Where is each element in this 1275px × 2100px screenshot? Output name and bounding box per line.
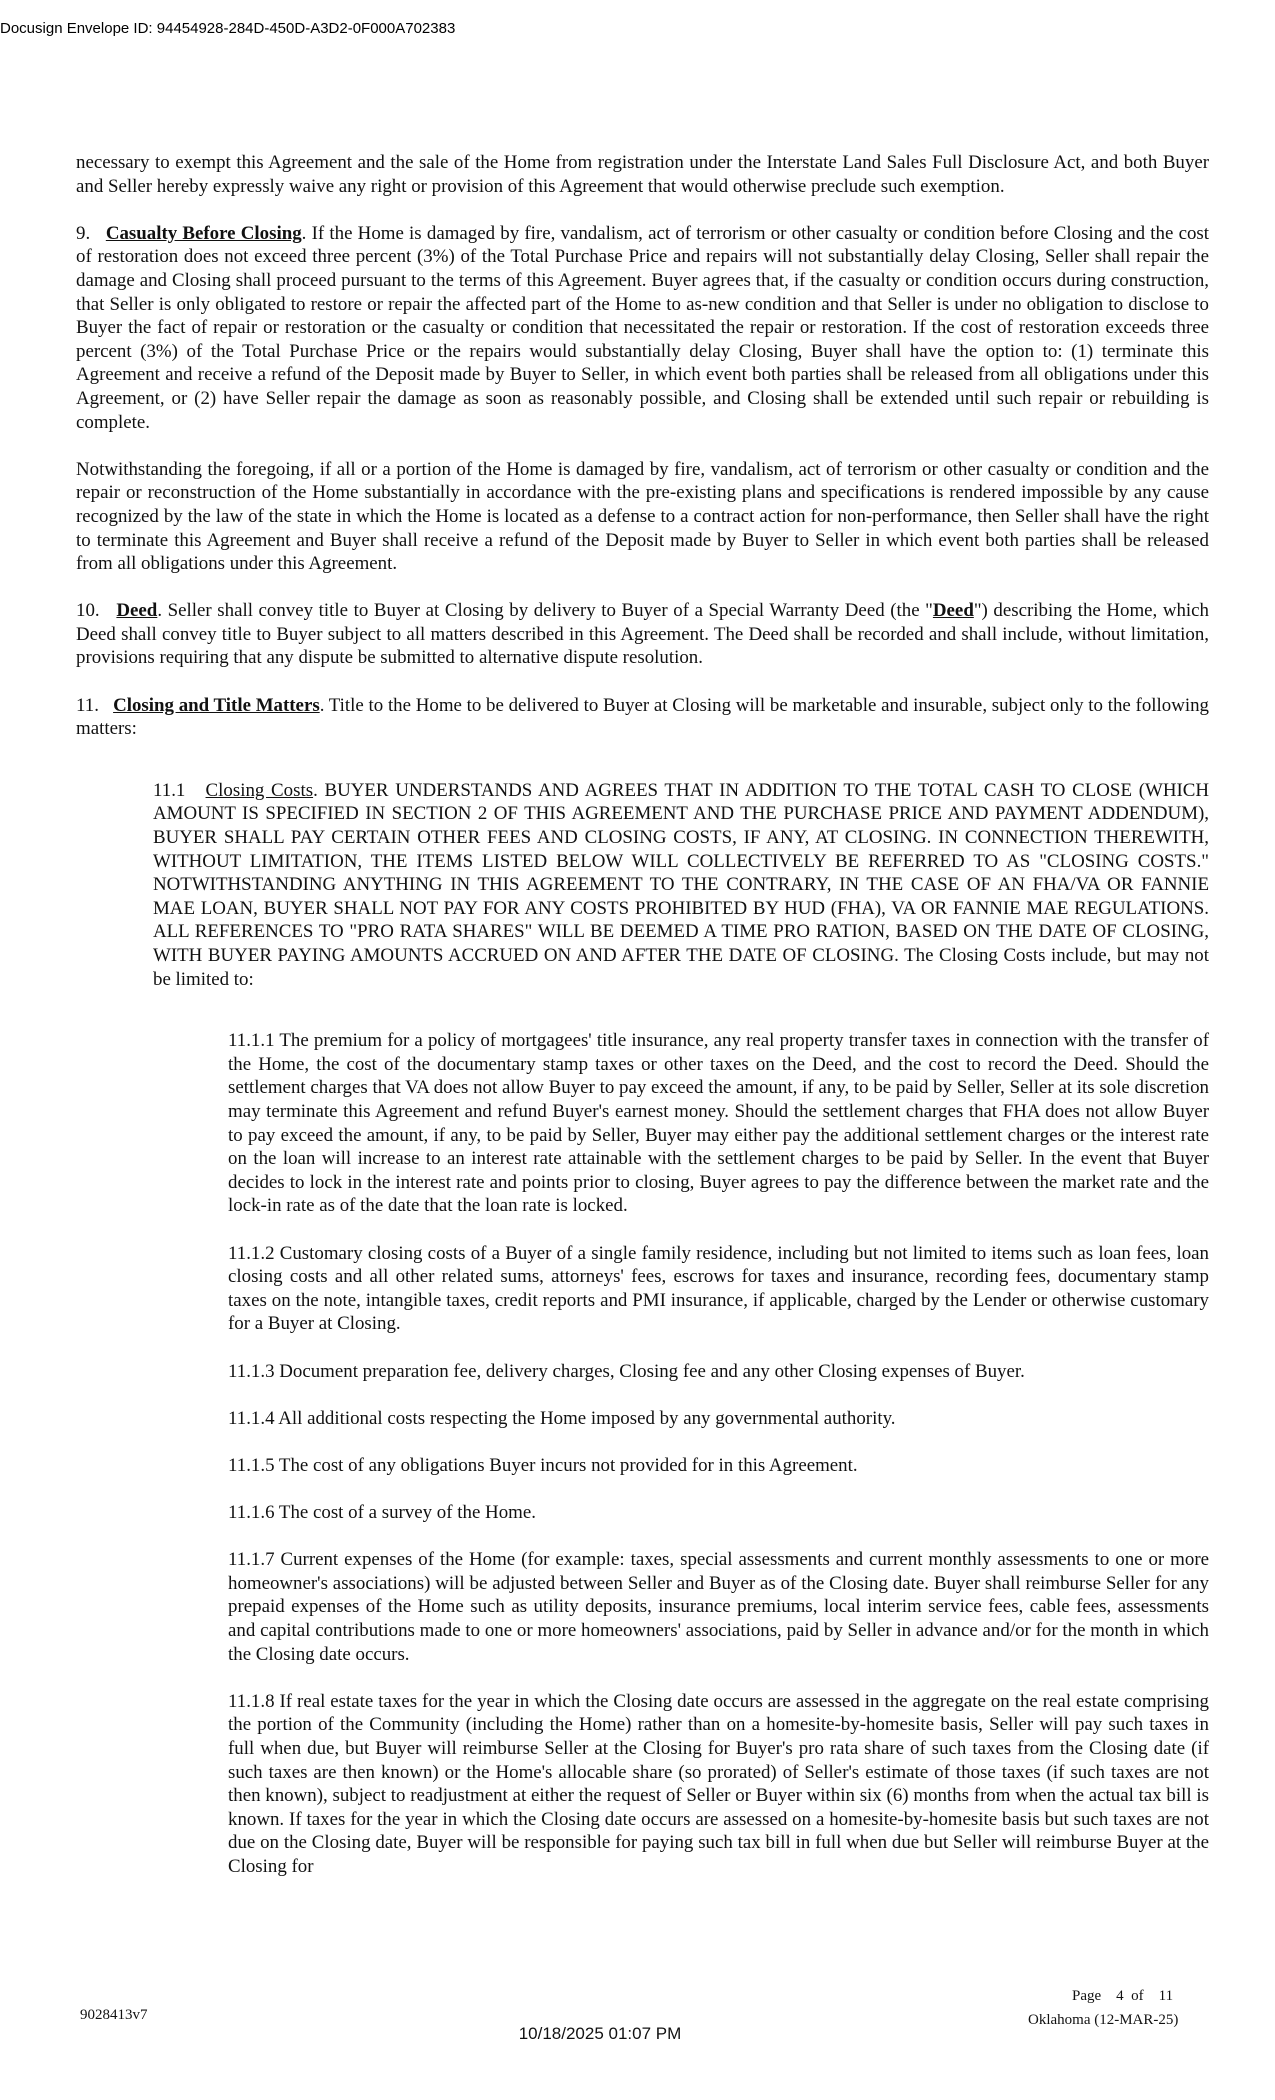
section-11-1-4: 11.1.4 All additional costs respecting the Home imposed by any governmental authority. [228,1407,896,1429]
section-11-1-title: Closing Costs [205,779,314,801]
section-10-number: 10. [76,600,100,622]
section-9-title: Casualty Before Closing [105,222,302,244]
page-number: 4 [1116,1988,1124,2004]
paragraph-intro: necessary to exempt this Agreement and the sale of the Home from registration under the Interstate Land Sales Full Disclosure Act, and both Buyer and Seller hereby expressly waive any right or provision of this Agreement that would otherwise preclude such exemption. [76,152,1209,197]
section-9 [76,222,1209,434]
section-11-1-8: 11.1.8 If real estate taxes for the year in which the Closing date occurs are assessed in the aggregate on the real estate comprising the portion of the Community (including the Home) rather than on a homesite-by-homesite basis, Seller will pay such taxes in full when due, but Buyer will reimburse Seller at the Closing for Buyer's pro rata share of such taxes from the Closing date (if such taxes are then known) or the Home's allocable share (so prorated) of Seller's estimate of those taxes (if such taxes are not then known), subject to readjustment at either the request of Seller or Buyer within six (6) months from when the actual tax bill is known. If taxes for the year in which the Closing date occurs are assessed on a homesite-by-homesite basis but such taxes are not due on the Closing date, Buyer will be responsible for paying such tax bill in full when due but Seller will reimburse Buyer at the Closing for [228,1690,1209,1877]
page-total: 11 [1158,1988,1174,2004]
section-11-1-1: 11.1.1 The premium for a policy of mortgagees' title insurance, any real property transfer taxes in connection with the transfer of the Home, the cost of the documentary stamp taxes or other taxes on the Deed, and the cost to record the Deed. Should the settlement charges that VA does not allow Buyer to pay exceed the amount, if any, to be paid by Seller, Seller at its sole discretion may terminate this Agreement and refund Buyer's earnest money. Should the settlement charges that FHA does not allow Buyer to pay exceed the amount, if any, to be paid by Seller, Buyer may either pay the additional settlement charges or the interest rate on the loan will increase to an interest rate attainable with the settlement charges to be paid by Seller. In the event that Buyer decides to lock in the interest rate and points prior to closing, Buyer agrees to pay the difference between the market rate and the lock-in rate as of the date that the loan rate is locked. [228,1030,1209,1217]
section-11-1-5: 11.1.5 The cost of any obligations Buyer incurs not provided for in this Agreement. [228,1454,858,1476]
section-9-number: 9. [76,222,91,244]
section-11-1-number: 11.1 [153,779,186,801]
page-body [76,151,1209,1902]
section-11-1-7: 11.1.7 Current expenses of the Home (for example: taxes, special assessments and current monthly assessments to one or more homeowner's associations) will be adjusted between Seller and Buyer as of the Closing date. Buyer shall reimburse Seller for any prepaid expenses of the Home such as utility deposits, insurance premiums, local interim service fees, cable fees, assessments and capital contributions made to one or more homeowners' associations, paid by Seller in advance and/or for the month in which the Closing date occurs. [228,1549,1209,1665]
document-version-id: 9028413v7 [80,2007,148,2023]
section-10 [76,599,1209,670]
section-11-text: . Title to the Home to be delivered to Buyer at Closing will be marketable and insurable, subject only to the following matters: [76,694,1209,740]
section-11-1-6: 11.1.6 The cost of a survey of the Home. [228,1502,536,1524]
section-11 [76,694,1209,741]
section-11-1 [76,779,1209,991]
section-10-text-a: . Seller shall convey title to Buyer at Closing by delivery to Buyer of a Special Warranty Deed (the " [157,600,933,622]
envelope-id-header: Docusign Envelope ID: 94454928-284D-450D-A3D2-0F000A702383 [0,20,456,37]
deed-defined-term: Deed [932,600,974,622]
section-10-text-b: ") describing the Home, which Deed shall convey title to Buyer subject to all matters described in this Agreement. The Deed shall be recorded and shall include, without limitation, provisions requiring that any dispute be submitted to alternative dispute resolution. [76,600,1209,669]
state-form-label: Oklahoma (12-MAR-25) [1028,2012,1179,2028]
page-number-indicator [1072,1988,1173,2005]
section-11-1-text: . BUYER UNDERSTANDS AND AGREES THAT IN ADDITION TO THE TOTAL CASH TO CLOSE (WHICH AMOUNT IS SPECIFIED IN SECTION 2 OF THIS AGREEMENT AND THE PURCHASE PRICE AND PAYMENT ADDENDUM), BUYER SHALL PAY CERTAIN OTHER FEES AND CLOSING COSTS, IF ANY, AT CLOSING. IN CONNECTION THEREWITH, WITHOUT LIMITATION, THE ITEMS LISTED BELOW WILL COLLECTIVELY BE REFERRED TO AS "CLOSING COSTS." NOTWITHSTANDING ANYTHING IN THIS AGREEMENT TO THE CONTRARY, IN THE CASE OF AN FHA/VA OR FANNIE MAE LOAN, BUYER SHALL NOT PAY FOR ANY COSTS PROHIBITED BY HUD (FHA), VA OR FANNIE MAE REGULATIONS. ALL REFERENCES TO "PRO RATA SHARES" WILL BE DEEMED A TIME PRO RATION, BASED ON THE DATE OF CLOSING, WITH BUYER PAYING AMOUNTS ACCRUED ON AND AFTER THE DATE OF CLOSING. The Closing Costs include, but may not be limited to: [153,779,1210,990]
paragraph-notwithstanding: Notwithstanding the foregoing, if all or a portion of the Home is damaged by fire, vandalism, act of terrorism or other casualty or condition and the repair or reconstruction of the Home substantially in accordance with the pre-existing plans and specifications is rendered impossible by any cause recognized by the law of the state in which the Home is located as a defense to a contract action for non-performance, then Seller shall have the right to terminate this Agreement and Buyer shall receive a refund of the Deposit made by Buyer to Seller in which event both parties shall be released from all obligations under this Agreement. [76,458,1209,575]
of-label: of [1131,1988,1144,2004]
section-9-text: . If the Home is damaged by fire, vandalism, act of terrorism or other casualty or condition before Closing and the cost of restoration does not exceed three percent (3%) of the Total Purchase Price and repairs will not substantially delay Closing, Seller shall repair the damage and Closing shall proceed pursuant to the terms of this Agreement. Buyer agrees that, if the casualty or condition occurs during construction, that Seller is only obligated to restore or repair the affected part of the Home to as-new condition and that Seller is under no obligation to disclose to Buyer the fact of repair or restoration or the casualty or condition that necessitated the repair or restoration. If the cost of restoration exceeds three percent (3%) of the Total Purchase Price or the repairs would substantially delay Closing, Buyer shall have the option to: (1) terminate this Agreement and receive a refund of the Deposit made by Buyer to Seller, in which event both parties shall be released from all obligations under this Agreement, or (2) have Seller repair the damage as soon as reasonably possible, and Closing shall be extended until such repair or rebuilding is complete. [76,222,1210,433]
section-11-1-2: 11.1.2 Customary closing costs of a Buyer of a single family residence, including but not limited to items such as loan fees, loan closing costs and all other related sums, attorneys' fees, escrows for taxes and insurance, recording fees, documentary stamp taxes on the note, intangible taxes, credit reports and PMI insurance, if applicable, charged by the Lender or otherwise customary for a Buyer at Closing. [228,1242,1209,1335]
section-11-title: Closing and Title Matters [113,694,320,716]
page-label: Page [1072,1988,1102,2004]
signature-timestamp: 10/18/2025 01:07 PM [518,2024,682,2043]
section-11-1-3: 11.1.3 Document preparation fee, delivery charges, Closing fee and any other Closing expenses of Buyer. [228,1360,1025,1382]
section-10-title: Deed [116,600,158,622]
section-11-number: 11. [76,694,99,716]
